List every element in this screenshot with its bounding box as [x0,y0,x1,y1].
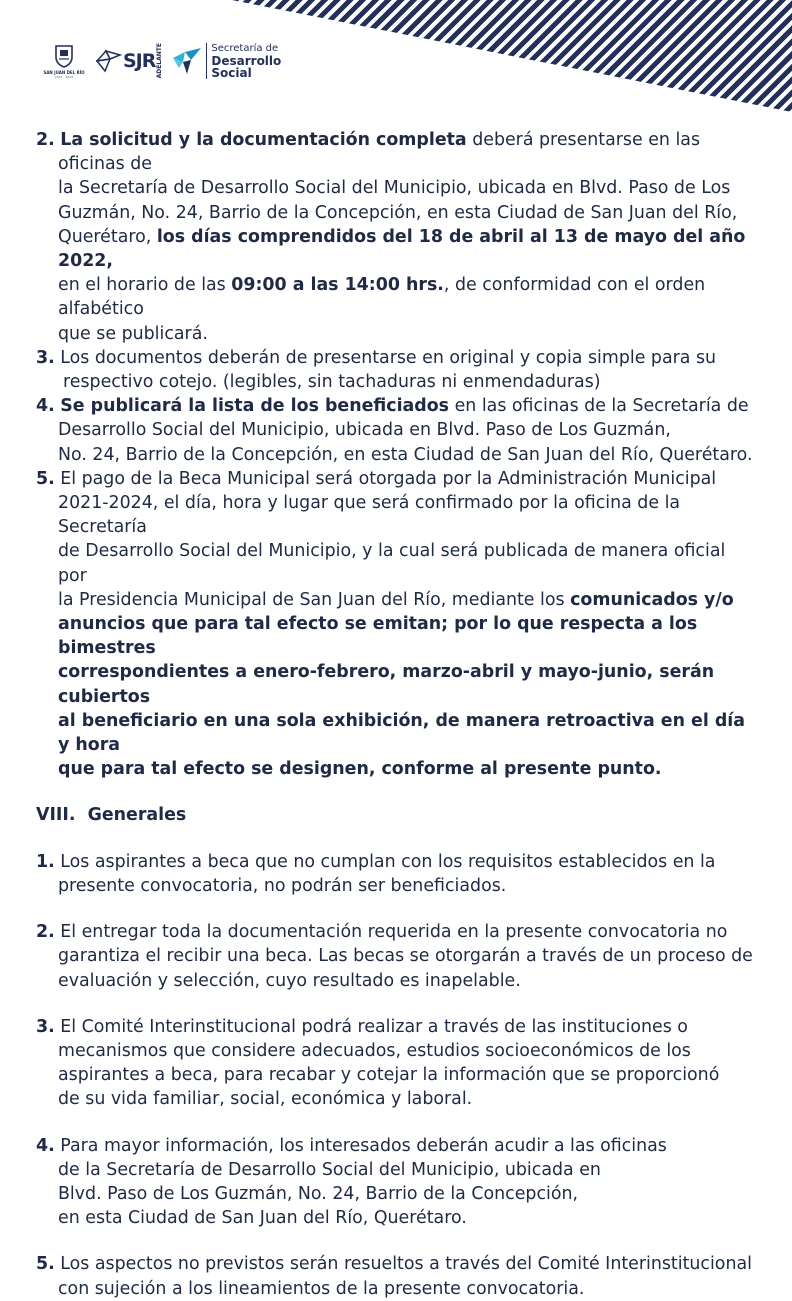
list-item-3 [36,346,756,394]
generales-item-2 [36,920,756,993]
item-number: 5. [36,468,55,489]
sds-line-3: Social [211,66,252,80]
item-number: 3. [36,1016,55,1037]
item-text: Guzmán, No. 24, Barrio de la Concepción, en esta Ciudad de San Juan del Río, [58,202,738,223]
item-text: respectivo cotejo. (legibles, sin tachaduras ni enmendaduras) [63,372,601,393]
bold-text: al beneficiario en una sola exhibición, de manera retroactiva en el día y hora [58,710,745,756]
item-text: El entregar toda la documentación requerida en la presente convocatoria no [60,922,728,943]
municipality-caption: SAN JUAN DEL RÍO [43,69,85,75]
item-number: 2. [36,922,55,943]
list-item-2 [36,128,756,346]
item-text: presente convocatoria, no podrán ser beneficiados. [58,875,507,896]
bold-text: que para tal efecto se designen, conforme al presente punto. [58,759,662,780]
generales-item-5 [36,1252,756,1300]
item-text: evaluación y selección, cuyo resultado es inapelable. [58,970,521,991]
item-text: El Comité Interinstitucional podrá realizar a través de las instituciones o [60,1016,688,1037]
item-text: 2021-2024, el día, hora y lugar que será confirmado por la oficina de la Secretaría [58,493,681,538]
sds-line-2: Desarrollo [211,54,282,68]
item-text: de Desarrollo Social del Municipio, y la cual será publicada de manera oficial por [58,541,726,586]
logo-divider [206,43,207,79]
bold-text: correspondientes a enero-febrero, marzo-abril y mayo-junio, serán cubiertos [58,662,715,707]
item-text: que se publicará. [58,323,208,344]
item-text: El pago de la Beca Municipal será otorgada por la Administración Municipal [60,468,717,489]
item-text: con sujeción a los lineamientos de la presente convocatoria. [58,1278,585,1299]
item-text: la Secretaría de Desarrollo Social del Municipio, ubicada en Blvd. Paso de Los [58,178,731,199]
list-item-5 [36,467,756,782]
document-body [36,128,756,1301]
bold-text: 09:00 a las 14:00 hrs. [231,275,444,296]
item-text: , de conformidad con el orden alfabético [58,275,706,320]
bold-text: comunicados y/o [570,589,734,610]
item-text: Querétaro, [58,226,157,247]
item-number: 3. [36,347,55,368]
item-text: de la Secretaría de Desarrollo Social del Municipio, ubicada en [58,1159,601,1180]
generales-item-1 [36,850,756,898]
item-text: garantiza el recibir una beca. Las becas se otorgarán a través de un proceso de [58,946,753,967]
item-number: 4. [36,396,55,417]
item-text: No. 24, Barrio de la Concepción, en esta Ciudad de San Juan del Río, Querétaro. [58,444,753,465]
desarrollo-social-logo [171,43,281,79]
item-text: Desarrollo Social del Municipio, ubicada en Blvd. Paso de Los Guzmán, [58,420,671,441]
header-logos [43,36,282,86]
bold-text: Se publicará la lista de los beneficiados [60,396,450,417]
generales-item-4 [36,1134,756,1231]
item-text: mecanismos que considere adecuados, estudios socioeconómicos de los [58,1040,691,1061]
municipality-years: 2021 · 2024 [54,74,74,79]
shield-icon [54,44,74,68]
sjr-wordmark: SJR [123,50,156,72]
adelante-tag: ADELANTE [156,43,164,79]
section-title-generales: VIII. Generales [36,805,187,826]
item-number: 5. [36,1254,55,1275]
origami-bird-blue-icon [171,46,203,76]
item-text: Los documentos deberán de presentarse en original y copia simple para su [60,347,717,368]
sjr-adelante-logo [96,43,163,78]
item-text: aspirantes a beca, para recabar y cotejar la información que se proporcionó [58,1065,720,1086]
municipality-logo [43,44,85,79]
item-text: Los aspirantes a beca que no cumplan con los requisitos establecidos en la [60,851,716,872]
item-number: 4. [36,1135,55,1156]
origami-bird-icon [96,47,122,75]
item-text: de su vida familiar, social, económica y laboral. [58,1089,473,1110]
item-text: Para mayor información, los interesados deberán acudir a las oficinas [60,1135,667,1156]
bold-text: los días comprendidos del 18 de abril al 13 de mayo del año 2022, [58,226,746,272]
generales-item-3 [36,1015,756,1112]
list-item-4 [36,394,756,467]
item-number: 1. [36,851,55,872]
item-text: Blvd. Paso de Los Guzmán, No. 24, Barrio de la Concepción, [58,1183,579,1204]
corner-stripes-decoration [232,0,792,112]
item-text: en esta Ciudad de San Juan del Río, Querétaro. [58,1208,467,1229]
item-text: Los aspectos no previstos serán resueltos a través del Comité Interinstitucional [60,1254,752,1275]
bold-text: La solicitud y la documentación completa [60,130,467,150]
bold-text: anuncios que para tal efecto se emitan; por lo que respecta a los bimestres [58,614,698,659]
item-text: en las oficinas de la Secretaría de [449,396,749,417]
sds-line-1: Secretaría de [211,43,279,54]
item-text: en el horario de las [58,275,232,296]
item-number: 2. [36,130,55,150]
item-text: la Presidencia Municipal de San Juan del Río, mediante los [58,589,571,610]
item-text: deberá presentarse en las oficinas de [58,130,701,175]
